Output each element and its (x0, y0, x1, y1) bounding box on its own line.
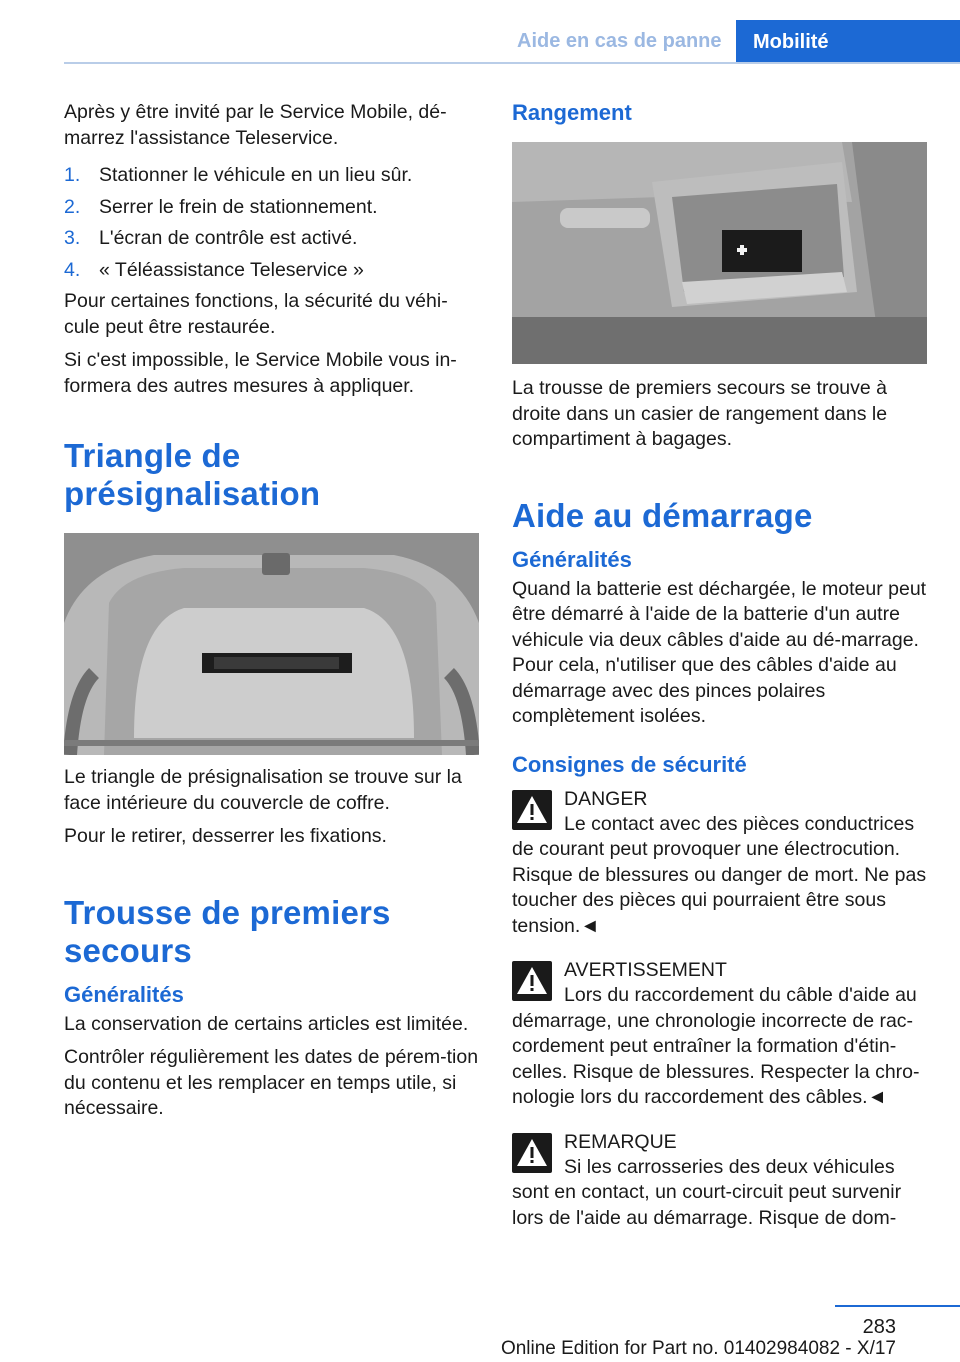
right-column (512, 100, 927, 1231)
warning-triangle-icon (512, 1133, 552, 1173)
warning-label: AVERTISSEMENT (564, 959, 727, 981)
warning-text: Si les carrosseries des deux véhicules sont en contact, un court-circuit peut survenir lors de l'aide au démarrage. Risque de dom- (512, 1155, 902, 1229)
warning-triangle-icon (512, 961, 552, 1001)
caution-warning (512, 957, 927, 1111)
header-chapter-tab[interactable]: Mobilité (736, 20, 960, 63)
safety-heading: Consignes de sécurité (512, 751, 747, 777)
step-text: « Téléassistance Teleservice » (99, 258, 364, 281)
page-number: 283 (862, 1316, 896, 1338)
impossible-paragraph: Si c'est impossible, le Service Mobile vous in-formera des autres mesures à appliquer. (64, 349, 457, 397)
trunk-lid-image (64, 533, 479, 755)
left-column (64, 100, 479, 1130)
warning-label: DANGER (564, 787, 648, 810)
list-item (64, 258, 479, 284)
edition-note: Online Edition for Part no. 01402984082 - X/17 (500, 1338, 896, 1359)
warning-label: REMARQUE (564, 1130, 677, 1153)
firstaid-section-title: Trousse de premiers secours (64, 893, 391, 969)
intro-paragraph: Après y être invité par le Service Mobile, dé-marrez l'assistance Teleservice. (64, 101, 447, 149)
restore-paragraph: Pour certaines fonctions, la sécurité du véhi-cule peut être restaurée. (64, 290, 448, 338)
header-rule (64, 62, 960, 64)
step-number: 3. (64, 227, 81, 249)
warning-body (512, 812, 927, 940)
step-text: Stationner le véhicule en un lieu sûr. (99, 164, 413, 186)
triangle-location-text: Le triangle de présignalisation se trouve sur la face intérieure du couvercle de coffre. (64, 766, 462, 814)
danger-warning (512, 786, 927, 940)
list-item (64, 163, 479, 189)
triangle-section-title: Triangle de présignalisation (64, 437, 321, 512)
jumpstart-section-title: Aide au démarrage (512, 496, 813, 534)
firstaid-limited-text: La conservation de certains articles est limitée. (64, 1012, 469, 1035)
jumpstart-general-heading: Généralités (512, 546, 632, 572)
footer-rule (835, 1305, 960, 1307)
steps-list (64, 163, 479, 283)
warning-text: Le contact avec des pièces conductrices de courant peut provoquer une électrocution. Risque de blessures ou danger de mort. Ne pas toucher des pièces qui pourraient être sous tension.◄ (512, 812, 927, 937)
step-number: 1. (64, 164, 81, 186)
warning-body (512, 983, 927, 1111)
warning-triangle-icon (512, 790, 552, 830)
warning-body (512, 1155, 927, 1232)
step-text: Serrer le frein de stationnement. (99, 195, 378, 218)
warning-text: Lors du raccordement du câble d'aide au démarrage, une chronologie incorrecte de rac-cordement peut entraîner la formation d'étin-celles. Risque de blessures. Respecter la chro-nologie lors du raccordement des câbles.◄ (512, 984, 920, 1108)
storage-text: La trousse de premiers secours se trouve à droite dans un casier de rangement dans le compartiment à bagages. (512, 377, 888, 450)
jumpstart-text: Quand la batterie est déchargée, le moteur peut être démarré à l'aide de la batterie d'un autre véhicule via deux câbles d'aide au dé-marrage. Pour cela, n'utiliser que des câbles d'aide au démarrage avec des pinces polaires complètement isolées. (512, 577, 927, 727)
firstaid-check-text: Contrôler régulièrement les dates de pérem-tion du contenu et les remplacer en temps utile, si nécessaire. (64, 1046, 479, 1119)
header-section-title: Aide en cas de panne (517, 30, 722, 52)
notice-warning (512, 1129, 927, 1232)
storage-compartment-image (512, 142, 927, 364)
triangle-removal-text: Pour le retirer, desserrer les fixations. (64, 825, 387, 847)
list-item (64, 195, 479, 221)
list-item (64, 226, 479, 252)
step-number: 4. (64, 258, 81, 281)
firstaid-general-heading: Généralités (64, 981, 184, 1007)
step-number: 2. (64, 195, 81, 218)
step-text: L'écran de contrôle est activé. (99, 227, 358, 249)
storage-heading: Rangement (512, 100, 632, 125)
